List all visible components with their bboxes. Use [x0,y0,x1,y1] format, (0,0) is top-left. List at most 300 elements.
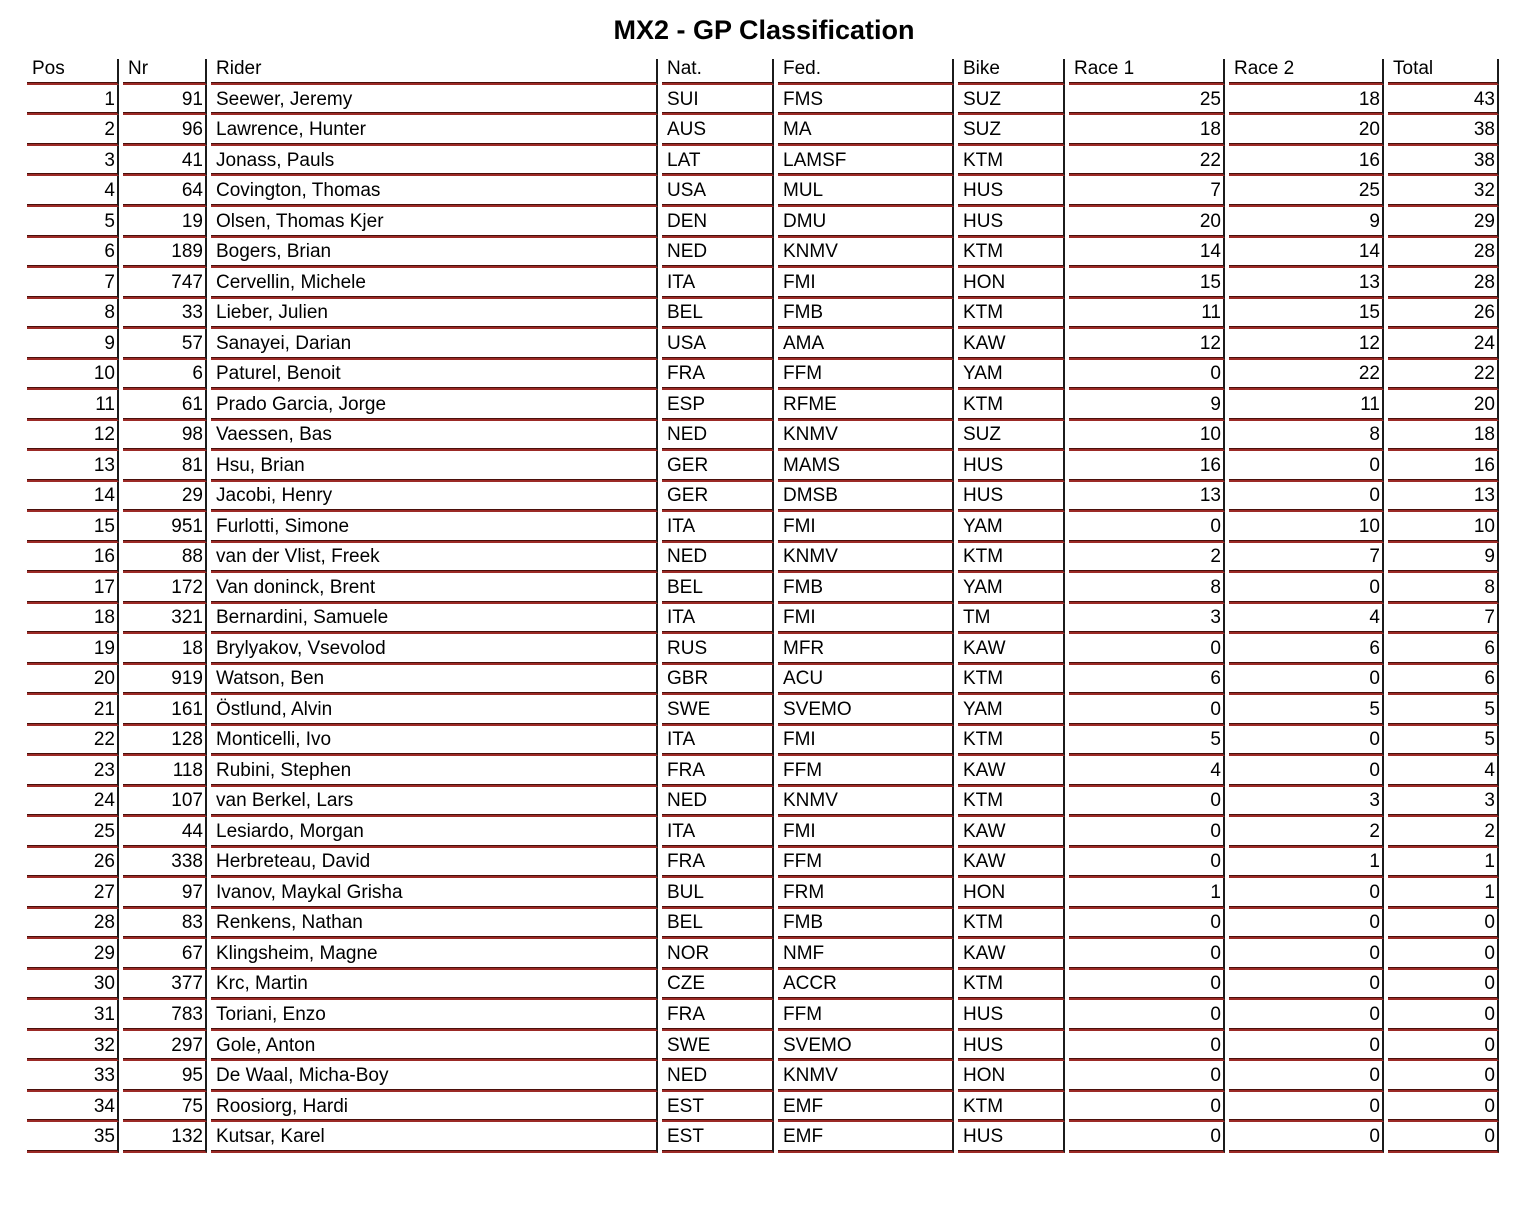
cell-rider: Lawrence, Hunter [211,115,658,146]
column-header-nat: Nat. [662,59,774,85]
cell-bike: KTM [958,726,1065,757]
cell-race1: 4 [1069,756,1225,787]
cell-bike: KTM [958,665,1065,696]
cell-bike: KAW [958,817,1065,848]
table-row [27,1061,1499,1092]
cell-nr: 97 [123,878,207,909]
cell-fed: FMI [778,512,954,543]
cell-pos: 1 [27,85,119,116]
cell-nr: 83 [123,909,207,940]
table-row [27,817,1499,848]
cell-fed: FMI [778,817,954,848]
cell-bike: KTM [958,787,1065,818]
cell-race1: 2 [1069,543,1225,574]
cell-total: 26 [1388,299,1499,330]
cell-bike: YAM [958,573,1065,604]
cell-nr: 118 [123,756,207,787]
table-row [27,482,1499,513]
cell-fed: FMB [778,573,954,604]
cell-fed: FMI [778,268,954,299]
cell-nat: BEL [662,299,774,330]
column-header-total: Total [1388,59,1499,85]
cell-rider: Vaessen, Bas [211,421,658,452]
cell-race2: 10 [1229,512,1384,543]
cell-total: 8 [1388,573,1499,604]
cell-nr: 96 [123,115,207,146]
cell-total: 24 [1388,329,1499,360]
cell-race2: 0 [1229,1122,1384,1153]
cell-nat: EST [662,1122,774,1153]
cell-nr: 6 [123,360,207,391]
table-row [27,543,1499,574]
cell-nat: LAT [662,146,774,177]
cell-rider: Gole, Anton [211,1031,658,1062]
cell-nr: 81 [123,451,207,482]
cell-rider: Olsen, Thomas Kjer [211,207,658,238]
cell-rider: Seewer, Jeremy [211,85,658,116]
cell-race1: 15 [1069,268,1225,299]
cell-pos: 27 [27,878,119,909]
cell-race1: 12 [1069,329,1225,360]
cell-bike: KTM [958,543,1065,574]
cell-pos: 34 [27,1092,119,1123]
cell-nat: ESP [662,390,774,421]
cell-race1: 11 [1069,299,1225,330]
cell-nat: BEL [662,909,774,940]
table-row [27,360,1499,391]
cell-race1: 0 [1069,695,1225,726]
cell-fed: KNMV [778,238,954,269]
cell-nat: USA [662,329,774,360]
cell-fed: FFM [778,360,954,391]
cell-total: 28 [1388,238,1499,269]
cell-bike: HON [958,268,1065,299]
cell-pos: 33 [27,1061,119,1092]
cell-bike: HUS [958,1122,1065,1153]
cell-rider: Ivanov, Maykal Grisha [211,878,658,909]
cell-total: 3 [1388,787,1499,818]
cell-nr: 747 [123,268,207,299]
cell-race2: 15 [1229,299,1384,330]
cell-race2: 8 [1229,421,1384,452]
cell-pos: 24 [27,787,119,818]
column-header-nr: Nr [123,59,207,85]
cell-nat: FRA [662,1000,774,1031]
cell-bike: YAM [958,360,1065,391]
table-row [27,207,1499,238]
cell-rider: Lesiardo, Morgan [211,817,658,848]
cell-race1: 3 [1069,604,1225,635]
column-header-pos: Pos [27,59,119,85]
cell-nr: 91 [123,85,207,116]
cell-race1: 5 [1069,726,1225,757]
cell-fed: SVEMO [778,1031,954,1062]
cell-pos: 9 [27,329,119,360]
cell-nat: BUL [662,878,774,909]
cell-nat: GBR [662,665,774,696]
cell-nat: BEL [662,573,774,604]
cell-rider: Furlotti, Simone [211,512,658,543]
cell-total: 0 [1388,1122,1499,1153]
cell-pos: 35 [27,1122,119,1153]
cell-rider: De Waal, Micha-Boy [211,1061,658,1092]
cell-fed: EMF [778,1122,954,1153]
cell-race2: 0 [1229,573,1384,604]
cell-nat: FRA [662,848,774,879]
cell-nat: NOR [662,939,774,970]
header-row [27,59,1499,85]
cell-nr: 64 [123,176,207,207]
cell-pos: 20 [27,665,119,696]
table-row [27,451,1499,482]
cell-race2: 0 [1229,1092,1384,1123]
cell-fed: KNMV [778,421,954,452]
cell-nr: 33 [123,299,207,330]
cell-race1: 0 [1069,1031,1225,1062]
cell-bike: KAW [958,848,1065,879]
cell-nr: 321 [123,604,207,635]
cell-nr: 128 [123,726,207,757]
cell-bike: HON [958,878,1065,909]
cell-fed: MFR [778,634,954,665]
cell-race2: 20 [1229,115,1384,146]
cell-race2: 9 [1229,207,1384,238]
cell-race1: 8 [1069,573,1225,604]
cell-race2: 5 [1229,695,1384,726]
cell-pos: 19 [27,634,119,665]
cell-bike: KTM [958,299,1065,330]
cell-pos: 18 [27,604,119,635]
cell-race2: 2 [1229,817,1384,848]
cell-rider: Toriani, Enzo [211,1000,658,1031]
cell-bike: TM [958,604,1065,635]
cell-race1: 10 [1069,421,1225,452]
cell-total: 18 [1388,421,1499,452]
cell-race2: 0 [1229,1061,1384,1092]
cell-race1: 0 [1069,634,1225,665]
cell-nat: GER [662,482,774,513]
cell-nr: 919 [123,665,207,696]
cell-nr: 189 [123,238,207,269]
table-row [27,1000,1499,1031]
cell-nat: ITA [662,726,774,757]
cell-nr: 19 [123,207,207,238]
cell-race1: 14 [1069,238,1225,269]
cell-race1: 18 [1069,115,1225,146]
classification-table [23,59,1503,1153]
cell-bike: KAW [958,756,1065,787]
cell-total: 38 [1388,115,1499,146]
cell-race2: 0 [1229,665,1384,696]
cell-race2: 7 [1229,543,1384,574]
cell-total: 10 [1388,512,1499,543]
cell-nr: 783 [123,1000,207,1031]
cell-race1: 0 [1069,1122,1225,1153]
cell-race1: 0 [1069,848,1225,879]
cell-pos: 17 [27,573,119,604]
cell-race2: 0 [1229,878,1384,909]
cell-total: 13 [1388,482,1499,513]
cell-bike: KAW [958,634,1065,665]
cell-nat: FRA [662,360,774,391]
cell-total: 5 [1388,695,1499,726]
cell-fed: EMF [778,1092,954,1123]
cell-total: 1 [1388,848,1499,879]
cell-nr: 377 [123,970,207,1001]
cell-pos: 25 [27,817,119,848]
cell-fed: MAMS [778,451,954,482]
cell-nr: 67 [123,939,207,970]
cell-race2: 3 [1229,787,1384,818]
cell-pos: 11 [27,390,119,421]
cell-total: 22 [1388,360,1499,391]
cell-fed: KNMV [778,543,954,574]
cell-race1: 22 [1069,146,1225,177]
cell-race1: 6 [1069,665,1225,696]
cell-pos: 6 [27,238,119,269]
cell-race1: 0 [1069,360,1225,391]
cell-total: 32 [1388,176,1499,207]
cell-total: 6 [1388,634,1499,665]
cell-nat: ITA [662,268,774,299]
cell-nr: 18 [123,634,207,665]
cell-race2: 0 [1229,482,1384,513]
cell-nr: 338 [123,848,207,879]
cell-fed: LAMSF [778,146,954,177]
cell-race2: 0 [1229,909,1384,940]
cell-rider: Monticelli, Ivo [211,726,658,757]
cell-race2: 16 [1229,146,1384,177]
cell-rider: Östlund, Alvin [211,695,658,726]
cell-nr: 41 [123,146,207,177]
cell-nat: NED [662,787,774,818]
cell-rider: Klingsheim, Magne [211,939,658,970]
cell-nr: 951 [123,512,207,543]
cell-total: 28 [1388,268,1499,299]
cell-total: 0 [1388,939,1499,970]
cell-race2: 14 [1229,238,1384,269]
cell-bike: HON [958,1061,1065,1092]
cell-fed: FFM [778,756,954,787]
table-row [27,299,1499,330]
cell-race2: 11 [1229,390,1384,421]
cell-bike: HUS [958,207,1065,238]
cell-nat: CZE [662,970,774,1001]
cell-rider: Prado Garcia, Jorge [211,390,658,421]
cell-rider: van der Vlist, Freek [211,543,658,574]
table-row [27,939,1499,970]
cell-total: 16 [1388,451,1499,482]
cell-race2: 12 [1229,329,1384,360]
cell-nat: EST [662,1092,774,1123]
table-row [27,909,1499,940]
cell-nat: RUS [662,634,774,665]
cell-total: 9 [1388,543,1499,574]
table-row [27,421,1499,452]
table-row [27,756,1499,787]
table-row [27,1122,1499,1153]
cell-rider: Renkens, Nathan [211,909,658,940]
cell-pos: 32 [27,1031,119,1062]
cell-pos: 16 [27,543,119,574]
table-row [27,390,1499,421]
cell-bike: KTM [958,238,1065,269]
cell-race1: 0 [1069,512,1225,543]
cell-bike: HUS [958,176,1065,207]
cell-total: 2 [1388,817,1499,848]
table-row [27,695,1499,726]
cell-pos: 31 [27,1000,119,1031]
cell-pos: 14 [27,482,119,513]
cell-rider: Rubini, Stephen [211,756,658,787]
cell-bike: KAW [958,939,1065,970]
cell-fed: DMU [778,207,954,238]
cell-race2: 6 [1229,634,1384,665]
cell-total: 0 [1388,1092,1499,1123]
cell-pos: 2 [27,115,119,146]
table-row [27,115,1499,146]
cell-race2: 0 [1229,939,1384,970]
cell-fed: ACCR [778,970,954,1001]
table-row [27,146,1499,177]
cell-nat: SWE [662,1031,774,1062]
cell-race1: 0 [1069,787,1225,818]
cell-race1: 0 [1069,1061,1225,1092]
cell-bike: SUZ [958,85,1065,116]
cell-nat: DEN [662,207,774,238]
cell-pos: 26 [27,848,119,879]
table-row [27,604,1499,635]
cell-pos: 21 [27,695,119,726]
cell-total: 38 [1388,146,1499,177]
cell-total: 29 [1388,207,1499,238]
cell-nr: 44 [123,817,207,848]
cell-race2: 13 [1229,268,1384,299]
cell-fed: KNMV [778,1061,954,1092]
cell-fed: KNMV [778,787,954,818]
cell-race1: 0 [1069,1000,1225,1031]
cell-pos: 29 [27,939,119,970]
cell-pos: 10 [27,360,119,391]
cell-total: 0 [1388,1000,1499,1031]
cell-race1: 0 [1069,1092,1225,1123]
table-row [27,848,1499,879]
cell-bike: SUZ [958,421,1065,452]
cell-nr: 161 [123,695,207,726]
table-row [27,787,1499,818]
cell-race1: 20 [1069,207,1225,238]
cell-pos: 22 [27,726,119,757]
results-tbody [27,85,1499,1153]
cell-fed: FFM [778,848,954,879]
cell-total: 0 [1388,970,1499,1001]
cell-pos: 8 [27,299,119,330]
table-row [27,268,1499,299]
cell-nr: 88 [123,543,207,574]
cell-race1: 7 [1069,176,1225,207]
table-row [27,878,1499,909]
cell-pos: 15 [27,512,119,543]
cell-pos: 23 [27,756,119,787]
cell-nat: FRA [662,756,774,787]
cell-rider: Cervellin, Michele [211,268,658,299]
cell-nr: 98 [123,421,207,452]
cell-nat: NED [662,1061,774,1092]
cell-race2: 4 [1229,604,1384,635]
cell-bike: KTM [958,970,1065,1001]
table-row [27,329,1499,360]
table-row [27,665,1499,696]
cell-nat: ITA [662,604,774,635]
cell-nat: ITA [662,817,774,848]
cell-nr: 132 [123,1122,207,1153]
cell-rider: Brylyakov, Vsevolod [211,634,658,665]
cell-race1: 1 [1069,878,1225,909]
table-row [27,970,1499,1001]
cell-rider: Covington, Thomas [211,176,658,207]
cell-rider: van Berkel, Lars [211,787,658,818]
cell-fed: FRM [778,878,954,909]
cell-nat: NED [662,543,774,574]
cell-rider: Roosiorg, Hardi [211,1092,658,1123]
cell-nr: 107 [123,787,207,818]
cell-nat: GER [662,451,774,482]
cell-race1: 25 [1069,85,1225,116]
cell-race1: 9 [1069,390,1225,421]
cell-total: 5 [1388,726,1499,757]
cell-rider: Herbreteau, David [211,848,658,879]
cell-bike: KAW [958,329,1065,360]
cell-rider: Hsu, Brian [211,451,658,482]
cell-nat: SWE [662,695,774,726]
cell-rider: Krc, Martin [211,970,658,1001]
cell-race2: 18 [1229,85,1384,116]
cell-pos: 12 [27,421,119,452]
column-header-race1: Race 1 [1069,59,1225,85]
cell-fed: AMA [778,329,954,360]
cell-rider: Kutsar, Karel [211,1122,658,1153]
cell-rider: Watson, Ben [211,665,658,696]
table-row [27,573,1499,604]
table-row [27,634,1499,665]
cell-rider: Van doninck, Brent [211,573,658,604]
cell-pos: 30 [27,970,119,1001]
cell-race1: 0 [1069,909,1225,940]
cell-pos: 3 [27,146,119,177]
cell-race2: 0 [1229,1031,1384,1062]
cell-total: 7 [1388,604,1499,635]
table-row [27,1031,1499,1062]
cell-total: 1 [1388,878,1499,909]
cell-total: 4 [1388,756,1499,787]
cell-fed: FMB [778,909,954,940]
table-row [27,238,1499,269]
cell-nr: 75 [123,1092,207,1123]
cell-rider: Bernardini, Samuele [211,604,658,635]
cell-fed: ACU [778,665,954,696]
column-header-rider: Rider [211,59,658,85]
cell-fed: FFM [778,1000,954,1031]
column-header-fed: Fed. [778,59,954,85]
cell-total: 20 [1388,390,1499,421]
cell-nr: 172 [123,573,207,604]
cell-fed: FMI [778,726,954,757]
cell-nat: AUS [662,115,774,146]
cell-race2: 0 [1229,756,1384,787]
cell-bike: KTM [958,390,1065,421]
cell-fed: DMSB [778,482,954,513]
cell-pos: 28 [27,909,119,940]
